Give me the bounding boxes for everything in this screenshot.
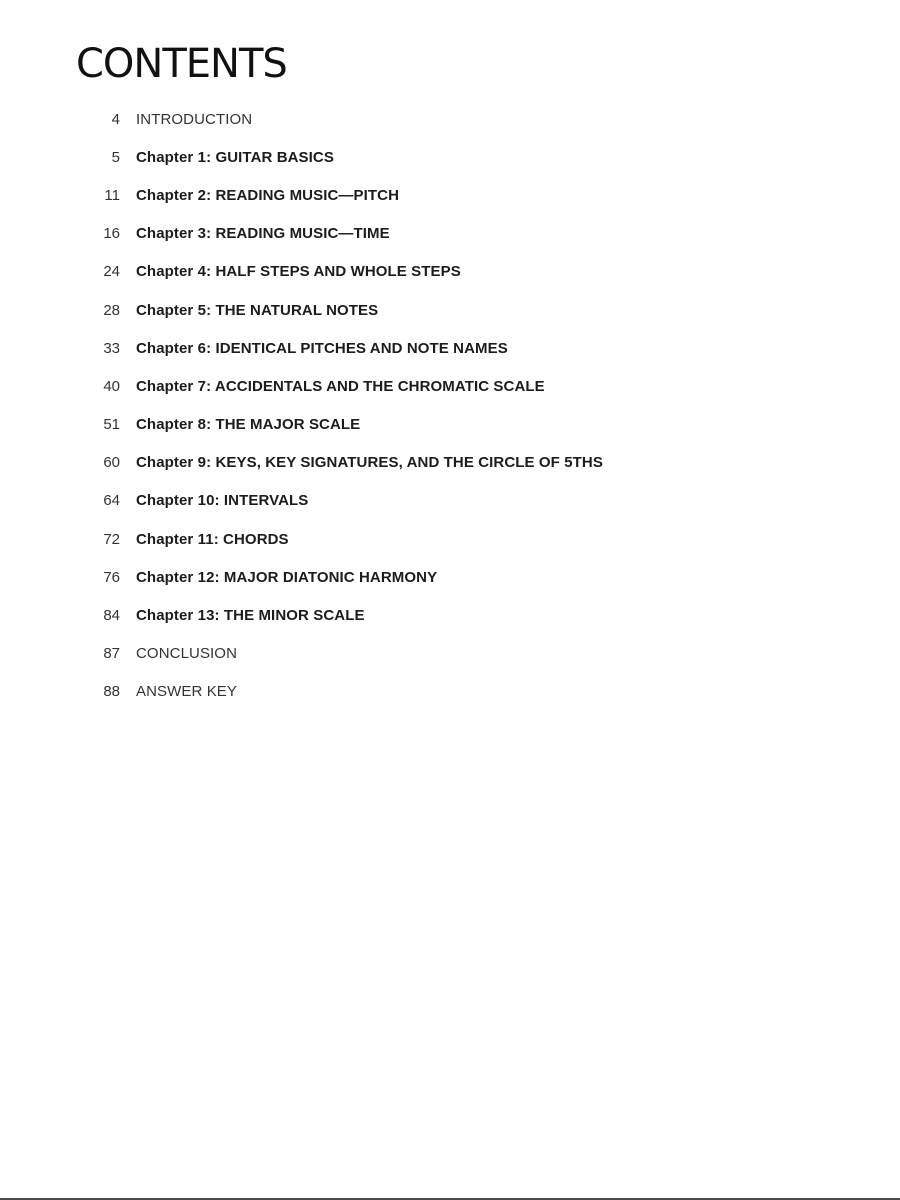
toc-page-number: 64: [103, 492, 120, 510]
page-title: CONTENTS: [76, 41, 287, 87]
toc-entry: [0, 596, 900, 634]
toc-entry-title: Chapter 3: READING MUSIC—TIME: [136, 225, 390, 243]
table-of-contents: [0, 100, 900, 711]
toc-entry-title: ANSWER KEY: [136, 683, 238, 701]
toc-entry: [0, 176, 900, 214]
toc-entry: [0, 253, 900, 291]
toc-entry: [0, 138, 900, 176]
toc-entry: [0, 520, 900, 558]
toc-entry: [0, 367, 900, 405]
toc-entry-title: Chapter 12: MAJOR DIATONIC HARMONY: [136, 568, 438, 586]
toc-page-number: 60: [103, 454, 120, 472]
toc-entry: [0, 215, 900, 253]
toc-entry-title: Chapter 11: CHORDS: [136, 530, 289, 548]
toc-entry-title: Chapter 6: IDENTICAL PITCHES AND NOTE NAMES: [136, 339, 508, 357]
toc-page-number: 16: [103, 225, 120, 243]
toc-entry: [0, 673, 900, 711]
toc-entry-title: Chapter 8: THE MAJOR SCALE: [136, 416, 361, 434]
toc-page-number: 11: [104, 186, 120, 204]
toc-entry: [0, 482, 900, 520]
toc-entry-title: Chapter 7: ACCIDENTALS AND THE CHROMATIC SCALE: [136, 377, 545, 395]
toc-entry: [0, 406, 900, 444]
toc-entry: [0, 635, 900, 673]
toc-entry-title: Chapter 9: KEYS, KEY SIGNATURES, AND THE CIRCLE OF 5THS: [136, 454, 603, 472]
toc-page-number: 4: [111, 110, 120, 128]
toc-entry: [0, 444, 900, 482]
toc-entry: [0, 291, 900, 329]
toc-entry-title: INTRODUCTION: [136, 110, 253, 128]
toc-page-number: 24: [103, 263, 120, 281]
toc-entry-title: Chapter 1: GUITAR BASICS: [136, 148, 334, 166]
toc-page-number: 87: [103, 645, 120, 663]
toc-entry-title: Chapter 5: THE NATURAL NOTES: [136, 301, 379, 319]
toc-entry: [0, 329, 900, 367]
toc-page-number: 40: [103, 377, 120, 395]
toc-page-number: 33: [103, 339, 120, 357]
toc-entry-title: Chapter 2: READING MUSIC—PITCH: [136, 186, 400, 204]
toc-page-number: 28: [103, 301, 120, 319]
toc-entry-title: Chapter 4: HALF STEPS AND WHOLE STEPS: [136, 263, 461, 281]
toc-entry: [0, 100, 900, 138]
toc-page-number: 76: [103, 568, 120, 586]
toc-entry: [0, 558, 900, 596]
toc-page-number: 84: [103, 607, 120, 625]
toc-entry-title: CONCLUSION: [136, 645, 238, 663]
toc-page-number: 72: [103, 530, 120, 548]
toc-entry-title: Chapter 13: THE MINOR SCALE: [136, 607, 365, 625]
toc-page-number: 51: [103, 416, 120, 434]
toc-page-number: 88: [103, 683, 120, 701]
toc-page-number: 5: [111, 148, 120, 166]
toc-entry-title: Chapter 10: INTERVALS: [136, 492, 309, 510]
